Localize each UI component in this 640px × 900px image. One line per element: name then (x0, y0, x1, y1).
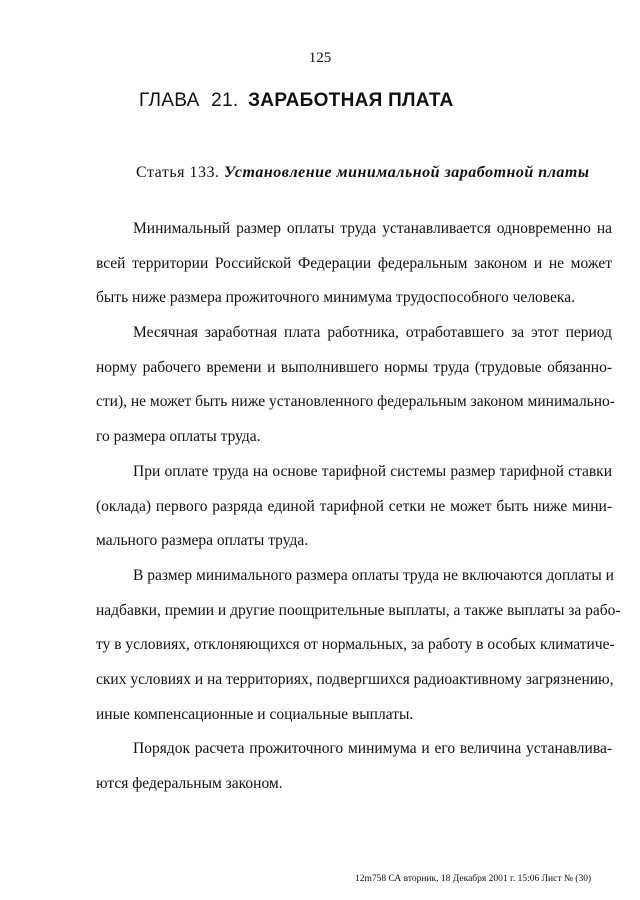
paragraph (96, 455, 612, 559)
paragraph (96, 212, 612, 316)
text-line: надбавки, премии и другие поощрительные выплаты, а также выплаты за рабо- (96, 601, 621, 619)
page-number: 125 (308, 50, 332, 66)
text-line: го размера оплаты труда. (96, 428, 261, 446)
chapter-number: 21. (211, 90, 239, 111)
text-line: Порядок расчета прожиточного минимума и его величина устанавлива- (133, 740, 612, 758)
text-line: иные компенсационные и социальные выплаты. (96, 705, 414, 723)
text-line: Месячная заработная плата работника, отработавшего за этот период (133, 324, 612, 342)
text-line: ются федеральным законом. (96, 775, 283, 792)
article-title: Установление минимальной заработной платы (223, 164, 590, 181)
paragraph (96, 732, 612, 801)
article-heading (136, 164, 589, 182)
text-line: В размер минимального размера оплаты труда не включаются доплаты и (133, 566, 614, 584)
chapter-heading (139, 90, 454, 112)
text-line: мального размера оплаты труда. (96, 532, 309, 550)
text-line: При оплате труда на основе тарифной системы размер тарифной ставки (133, 462, 612, 480)
paragraph (96, 559, 621, 732)
paragraph (96, 316, 615, 455)
print-footer: 12m758 СА вторник, 18 Декабря 2001 г. 15:06 Лист № (30) (355, 874, 592, 884)
article-body (96, 212, 621, 802)
text-line: сти), не может быть ниже установленного федеральным законом минимально- (96, 393, 615, 411)
text-line: Минимальный размер оплаты труда устанавливается одновременно на (133, 220, 612, 237)
text-line: (оклада) первого разряда единой тарифной сетки не может быть ниже мини- (96, 497, 612, 515)
text-line: норму рабочего времени и выполнившего нормы труда (трудовые обязанно- (96, 358, 612, 376)
text-line: быть ниже размера прожиточного минимума трудоспособного человека. (96, 289, 575, 307)
chapter-label: ГЛАВА (139, 90, 200, 111)
article-label: Статья 133. (136, 164, 220, 181)
text-line: всей территории Российской Федерации федеральным законом и не может (96, 254, 612, 272)
chapter-title: ЗАРАБОТНАЯ ПЛАТА (248, 90, 454, 111)
text-line: ских условиях и на территориях, подвергшихся радиоактивному загрязнению, (96, 670, 614, 688)
text-line: ту в условиях, отклоняющихся от нормальных, за работу в особых климатиче- (96, 636, 615, 654)
